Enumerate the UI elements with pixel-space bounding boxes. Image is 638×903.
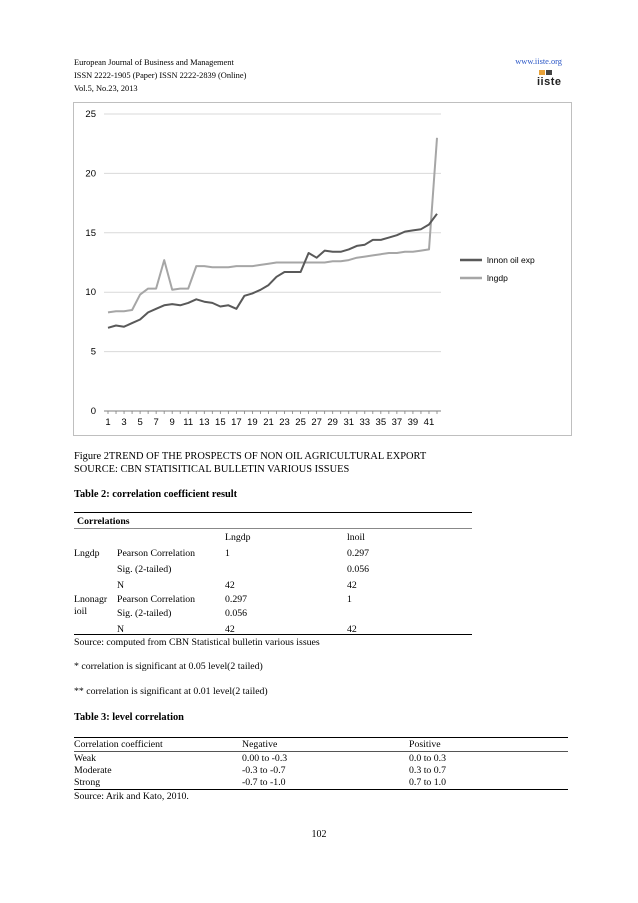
table3-cell: -0.3 to -0.7 bbox=[242, 765, 286, 776]
table3-cell: 0.7 to 1.0 bbox=[409, 777, 447, 788]
table2-cell: 1 bbox=[347, 594, 352, 605]
table2-cell: 0.056 bbox=[347, 564, 370, 575]
table3-cell: Moderate bbox=[74, 765, 112, 776]
x-tick-label: 3 bbox=[121, 417, 127, 428]
x-tick-label: 35 bbox=[375, 417, 387, 428]
table3-cell: 0.00 to -0.3 bbox=[242, 753, 288, 764]
y-tick-label: 15 bbox=[85, 227, 96, 239]
volume-line: Vol.5, No.23, 2013 bbox=[74, 84, 138, 93]
x-tick-label: 9 bbox=[169, 417, 175, 428]
x-tick-label: 37 bbox=[391, 417, 403, 428]
table2-group-lnonagr: Lnonagr bbox=[74, 594, 108, 605]
table2-cell: 0.056 bbox=[225, 608, 248, 619]
x-tick-label: 11 bbox=[183, 417, 194, 428]
table2-top-rule bbox=[74, 512, 472, 513]
table3-title: Table 3: level correlation bbox=[74, 712, 184, 723]
table2-row-label: N bbox=[117, 580, 125, 591]
legend-label: lngdp bbox=[487, 273, 508, 283]
y-tick-label: 25 bbox=[85, 109, 96, 120]
table3-header-rule bbox=[74, 751, 568, 752]
x-tick-label: 29 bbox=[327, 417, 338, 428]
logo-text: iiste bbox=[537, 76, 562, 88]
journal-name: European Journal of Business and Management bbox=[74, 58, 234, 67]
x-tick-label: 25 bbox=[295, 417, 306, 428]
line-chart bbox=[73, 102, 572, 436]
x-tick-label: 39 bbox=[407, 417, 419, 428]
x-tick-label: 1 bbox=[105, 417, 111, 428]
table2-group-ioil: ioil bbox=[74, 606, 88, 617]
x-tick-label: 33 bbox=[359, 417, 371, 428]
y-tick-label: 5 bbox=[90, 346, 96, 358]
x-tick-label: 21 bbox=[263, 417, 274, 428]
table3-cell: 0.0 to 0.3 bbox=[409, 753, 447, 764]
x-tick-label: 19 bbox=[247, 417, 258, 428]
table2-row-label: Pearson Correlation bbox=[117, 548, 196, 559]
x-tick-label: 5 bbox=[137, 417, 143, 428]
table2-cell: 42 bbox=[347, 580, 357, 591]
table3-cell: 0.3 to 0.7 bbox=[409, 765, 447, 776]
table2-row-label: N bbox=[117, 624, 125, 635]
table3-header: Positive bbox=[409, 739, 441, 750]
y-tick-label: 10 bbox=[85, 287, 96, 299]
table3-cell: Strong bbox=[74, 777, 101, 788]
table2-title: Table 2: correlation coefficient result bbox=[74, 489, 238, 500]
table2-note2: ** correlation is significant at 0.01 level(2 tailed) bbox=[74, 686, 268, 697]
table2-bottom-rule bbox=[74, 634, 472, 635]
table3-top-rule bbox=[74, 737, 568, 738]
x-tick-label: 7 bbox=[153, 417, 159, 428]
figure-caption: Figure 2TREND OF THE PROSPECTS OF NON OIL AGRICULTURAL EXPORT bbox=[74, 451, 427, 462]
series-line-lngdp bbox=[108, 138, 437, 313]
table2-note1: * correlation is significant at 0.05 level(2 tailed) bbox=[74, 661, 263, 672]
table3-header: Negative bbox=[242, 739, 278, 750]
chart-svg bbox=[74, 103, 571, 435]
table2-cell: 42 bbox=[347, 624, 357, 635]
table2-source: Source: computed from CBN Statistical bulletin various issues bbox=[74, 637, 320, 648]
x-tick-label: 17 bbox=[231, 417, 242, 428]
legend-label: lnnon oil exp bbox=[487, 255, 535, 265]
table2-group-lngdp: Lngdp bbox=[74, 548, 100, 559]
table2-cell: 0.297 bbox=[225, 594, 248, 605]
table3-cell: -0.7 to -1.0 bbox=[242, 777, 286, 788]
journal-url-link[interactable]: www.iiste.org bbox=[515, 57, 562, 66]
table2-heading: Correlations bbox=[77, 516, 130, 527]
iiste-logo bbox=[537, 70, 565, 92]
x-tick-label: 15 bbox=[215, 417, 226, 428]
table3-header: Correlation coefficient bbox=[74, 739, 163, 750]
table2-cell: 42 bbox=[225, 624, 235, 635]
series-line-lnnon-oil-exp bbox=[108, 214, 437, 328]
table2-row-label: Pearson Correlation bbox=[117, 594, 196, 605]
page-number: 102 bbox=[311, 829, 327, 840]
x-tick-label: 23 bbox=[279, 417, 290, 428]
table2-cell: 42 bbox=[225, 580, 235, 591]
table3-cell: Weak bbox=[74, 753, 97, 764]
x-tick-label: 27 bbox=[311, 417, 322, 428]
table2-heading-rule bbox=[74, 528, 472, 529]
table2-col-lnoil: lnoil bbox=[347, 532, 365, 543]
x-tick-label: 31 bbox=[343, 417, 355, 428]
table2-col-lngdp: Lngdp bbox=[225, 532, 251, 543]
y-tick-label: 0 bbox=[90, 406, 96, 417]
issn-line: ISSN 2222-1905 (Paper) ISSN 2222-2839 (Online) bbox=[74, 71, 247, 80]
table2-row-label: Sig. (2-tailed) bbox=[117, 564, 172, 575]
x-tick-label: 13 bbox=[199, 417, 210, 428]
table2-cell: 0.297 bbox=[347, 548, 370, 559]
table3-bottom-rule bbox=[74, 789, 568, 790]
x-tick-label: 41 bbox=[423, 417, 435, 428]
y-tick-label: 20 bbox=[85, 168, 96, 180]
table2-cell: 1 bbox=[225, 548, 230, 559]
figure-source: SOURCE: CBN STATISITICAL BULLETIN VARIOUS ISSUES bbox=[74, 464, 350, 475]
table3-source: Source: Arik and Kato, 2010. bbox=[74, 791, 189, 802]
table2-row-label: Sig. (2-tailed) bbox=[117, 608, 172, 619]
